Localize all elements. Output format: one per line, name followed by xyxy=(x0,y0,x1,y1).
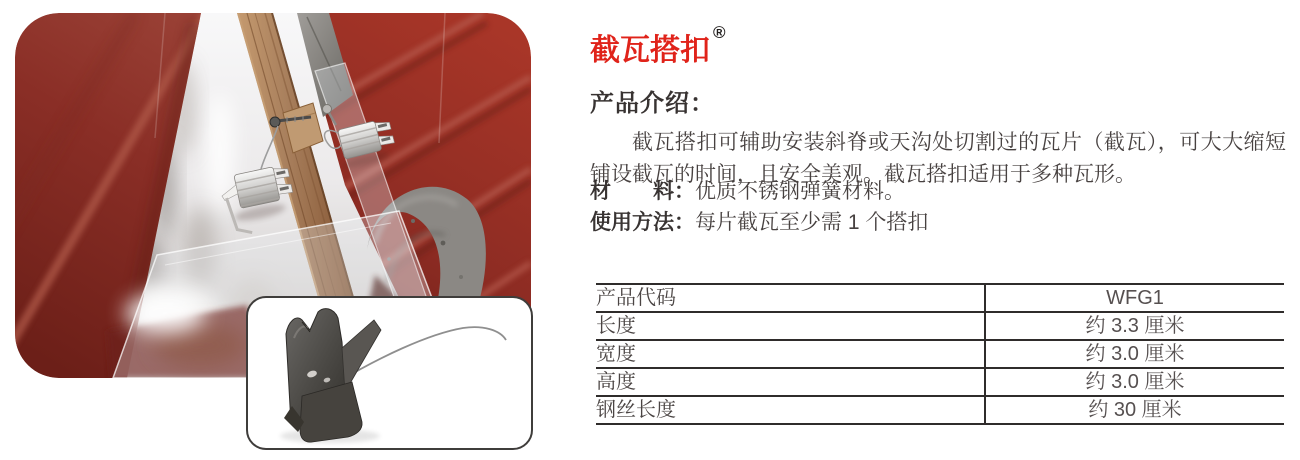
spec-label-cell: 产品代码 xyxy=(596,284,985,312)
intro-text: 截瓦搭扣可辅助安装斜脊或天沟处切割过的瓦片（截瓦），可大大缩短铺设截瓦的时间，且安全美观。截瓦搭扣适用于多种瓦形。 xyxy=(590,131,1286,186)
spec-value-cell: WFG1 xyxy=(985,284,1284,312)
spec-value-cell: 约 30 厘米 xyxy=(985,396,1284,424)
product-title-text: 截瓦搭扣 xyxy=(590,34,710,68)
intro-heading: 产品介绍： xyxy=(590,89,715,117)
usage-label: 使用方法： xyxy=(590,211,695,234)
spec-row xyxy=(596,340,1284,368)
spec-label-cell: 长度 xyxy=(596,312,985,340)
material-label: 材 料： xyxy=(590,180,695,203)
spec-table xyxy=(596,283,1284,425)
clip-closeup-render xyxy=(248,298,531,448)
spec-label-cell: 高度 xyxy=(596,368,985,396)
material-value: 优质不锈钢弹簧材料。 xyxy=(695,180,905,203)
material-spec-line xyxy=(590,180,905,204)
spec-row xyxy=(596,312,1284,340)
product-title xyxy=(590,23,726,68)
usage-spec-line xyxy=(590,211,928,235)
spec-value-cell: 约 3.0 厘米 xyxy=(985,340,1284,368)
spec-label-cell: 宽度 xyxy=(596,340,985,368)
steel-clip-body xyxy=(284,309,381,443)
spec-row xyxy=(596,396,1284,424)
spec-row xyxy=(596,368,1284,396)
registered-trademark: ® xyxy=(713,23,726,43)
usage-value: 每片截瓦至少需 1 个搭扣 xyxy=(695,211,929,234)
spec-row xyxy=(596,284,1284,312)
product-closeup-photo xyxy=(246,296,533,450)
spec-label-cell: 钢丝长度 xyxy=(596,396,985,424)
spec-value-cell: 约 3.3 厘米 xyxy=(985,312,1284,340)
spec-value-cell: 约 3.0 厘米 xyxy=(985,368,1284,396)
